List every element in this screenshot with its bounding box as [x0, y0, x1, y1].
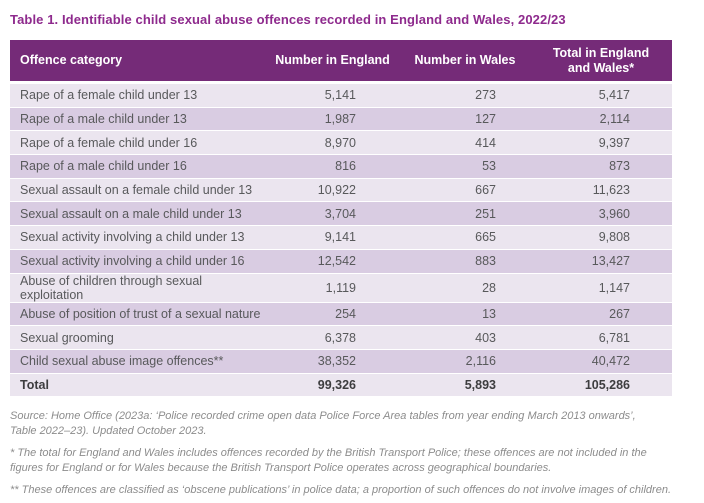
offence-category-cell: Sexual grooming	[10, 326, 265, 349]
wales-count-cell: 403	[400, 326, 530, 349]
total-count-cell: 3,960	[530, 202, 672, 225]
table-body	[10, 84, 672, 396]
table-row	[10, 108, 672, 131]
header-row	[10, 40, 672, 83]
total-count-cell: 873	[530, 155, 672, 178]
total-count-cell: 267	[530, 303, 672, 326]
total-count-cell: 6,781	[530, 326, 672, 349]
table-header	[10, 40, 672, 83]
england-count-cell: 1,119	[265, 274, 400, 302]
total-count-cell: 1,147	[530, 274, 672, 302]
offence-category-cell: Sexual activity involving a child under 16	[10, 250, 265, 273]
england-count-cell: 1,987	[265, 108, 400, 131]
total-count-cell: 9,808	[530, 226, 672, 249]
offences-table	[10, 39, 672, 397]
table-row	[10, 155, 672, 178]
obscene-publications-footnote-line1: ** These offences are classified as ‘obscene publications’ in police data; a proportion of such offences do not involve images of children.	[10, 484, 672, 497]
wales-count-cell: 414	[400, 131, 530, 154]
total-count-cell: 9,397	[530, 131, 672, 154]
obscene-publications-footnote	[10, 483, 694, 498]
offence-category-cell: Rape of a female child under 13	[10, 84, 265, 107]
column-header-number-in-england: Number in England	[265, 40, 400, 83]
offence-category-cell: Abuse of position of trust of a sexual nature	[10, 303, 265, 326]
offence-category-cell: Sexual assault on a female child under 13	[10, 179, 265, 202]
table-total-row	[10, 374, 672, 397]
table-row	[10, 84, 672, 107]
btp-footnote-line1: * The total for England and Wales includes offences recorded by the British Transport Police; these offences are not included in the	[10, 447, 647, 460]
offence-category-cell: Rape of a male child under 16	[10, 155, 265, 178]
england-count-cell: 3,704	[265, 202, 400, 225]
source-note-line1: Source: Home Office (2023a: ‘Police recorded crime open data Police Force Area tables from year ending March 2013 onwards’,	[10, 410, 636, 423]
column-header-total-label: Total in England and Wales*	[552, 45, 650, 75]
england-count-cell: 8,970	[265, 131, 400, 154]
offence-category-cell: Rape of a female child under 16	[10, 131, 265, 154]
column-header-offence-category: Offence category	[10, 40, 265, 83]
wales-total-cell: 5,893	[400, 374, 530, 397]
england-count-cell: 9,141	[265, 226, 400, 249]
table-row	[10, 350, 672, 373]
total-count-cell: 11,623	[530, 179, 672, 202]
grand-total-cell: 105,286	[530, 374, 672, 397]
wales-count-cell: 665	[400, 226, 530, 249]
column-header-number-in-wales: Number in Wales	[400, 40, 530, 83]
table-row	[10, 131, 672, 154]
england-count-cell: 12,542	[265, 250, 400, 273]
england-count-cell: 38,352	[265, 350, 400, 373]
wales-count-cell: 53	[400, 155, 530, 178]
footnotes	[10, 409, 694, 498]
table-row	[10, 179, 672, 202]
england-count-cell: 254	[265, 303, 400, 326]
wales-count-cell: 127	[400, 108, 530, 131]
total-label-cell: Total	[10, 374, 265, 397]
btp-footnote	[10, 446, 694, 476]
source-note-line2: Table 2022–23). Updated October 2023.	[10, 425, 207, 438]
offence-category-cell: Child sexual abuse image offences**	[10, 350, 265, 373]
england-count-cell: 816	[265, 155, 400, 178]
column-header-total-england-wales	[530, 40, 672, 83]
wales-count-cell: 667	[400, 179, 530, 202]
wales-count-cell: 273	[400, 84, 530, 107]
table-row	[10, 326, 672, 349]
wales-count-cell: 13	[400, 303, 530, 326]
offence-category-cell: Sexual assault on a male child under 13	[10, 202, 265, 225]
england-total-cell: 99,326	[265, 374, 400, 397]
total-count-cell: 40,472	[530, 350, 672, 373]
source-note	[10, 409, 694, 439]
england-count-cell: 5,141	[265, 84, 400, 107]
btp-footnote-line2: figures for England or for Wales because the British Transport Police operates across geographical boundaries.	[10, 462, 552, 475]
wales-count-cell: 251	[400, 202, 530, 225]
table-row	[10, 303, 672, 326]
england-count-cell: 6,378	[265, 326, 400, 349]
total-count-cell: 2,114	[530, 108, 672, 131]
offence-category-cell: Sexual activity involving a child under 13	[10, 226, 265, 249]
total-count-cell: 13,427	[530, 250, 672, 273]
table-row	[10, 274, 672, 302]
offence-category-cell: Abuse of children through sexual exploitation	[10, 274, 265, 302]
wales-count-cell: 2,116	[400, 350, 530, 373]
wales-count-cell: 28	[400, 274, 530, 302]
england-count-cell: 10,922	[265, 179, 400, 202]
table-row	[10, 226, 672, 249]
table-row	[10, 250, 672, 273]
wales-count-cell: 883	[400, 250, 530, 273]
page-title: Table 1. Identifiable child sexual abuse offences recorded in England and Wales, 2022/23	[10, 12, 566, 27]
offence-category-cell: Rape of a male child under 13	[10, 108, 265, 131]
table-row	[10, 202, 672, 225]
total-count-cell: 5,417	[530, 84, 672, 107]
